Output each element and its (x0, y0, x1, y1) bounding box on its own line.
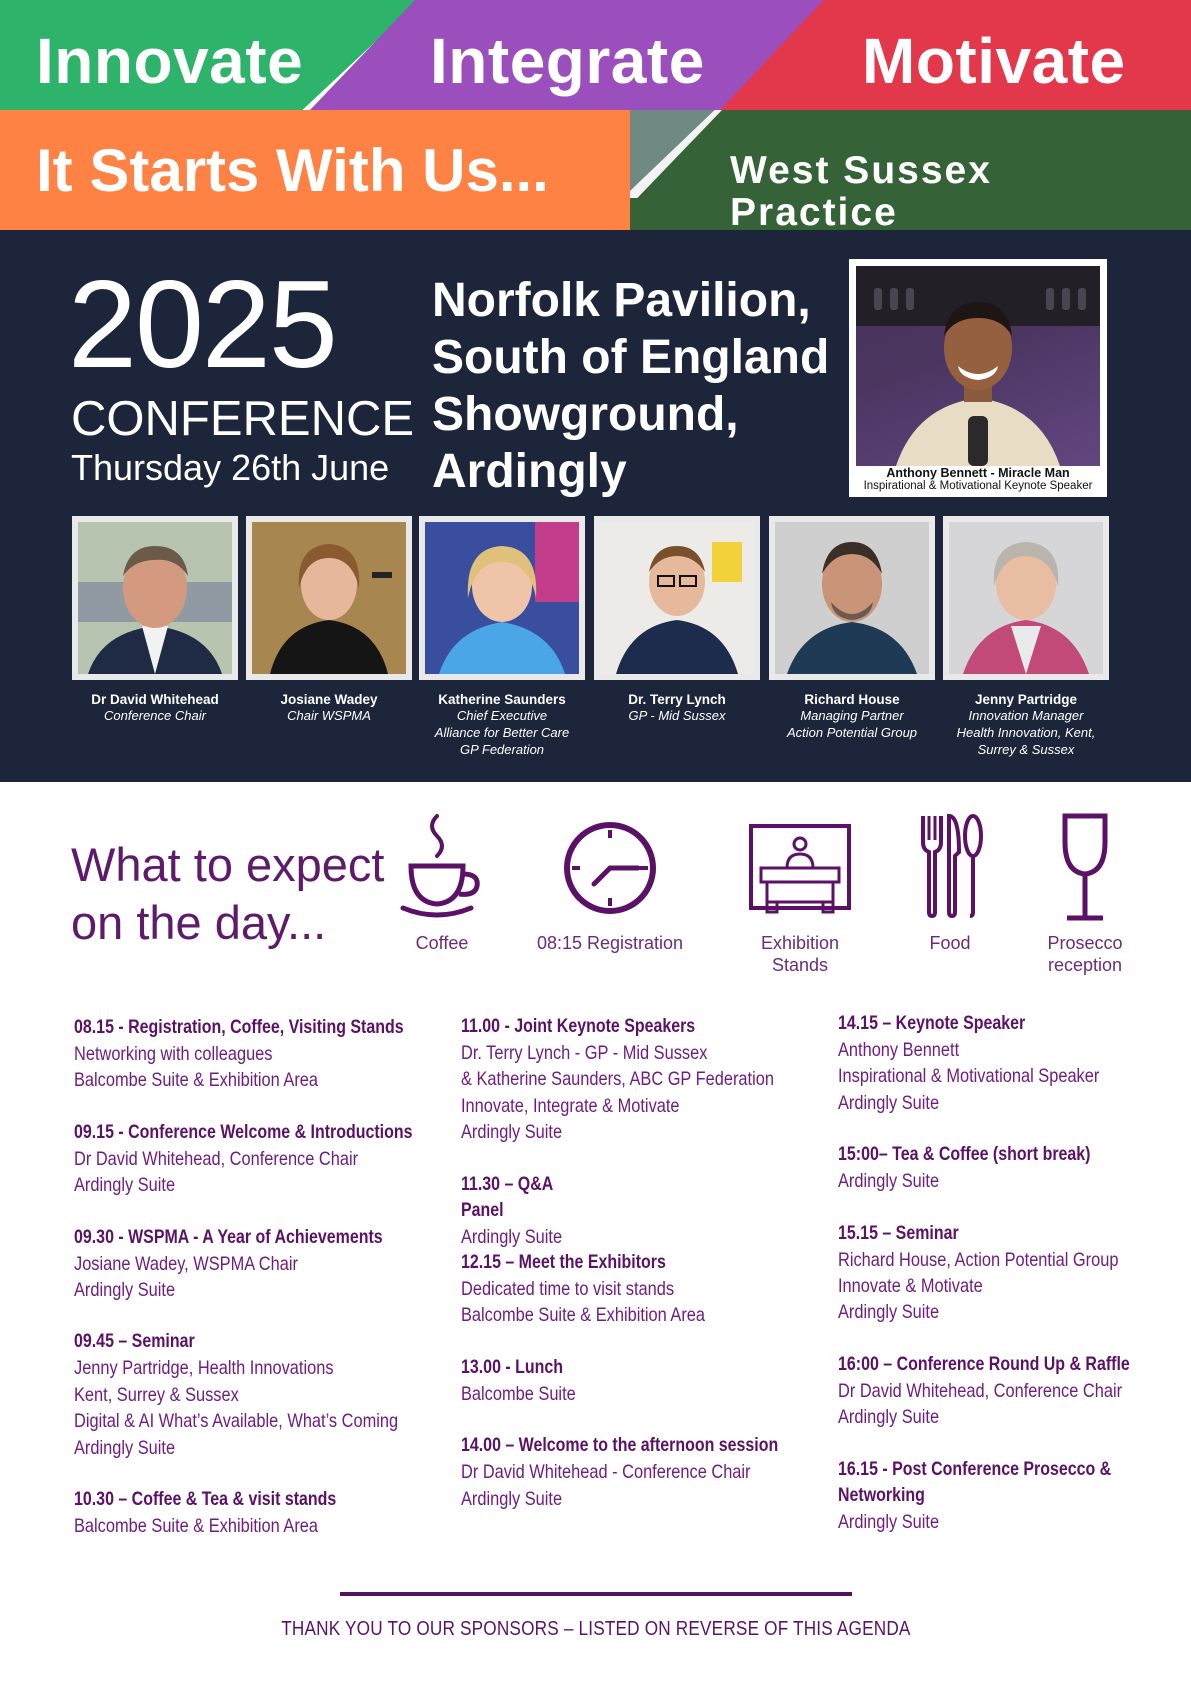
expect-heading (71, 836, 411, 952)
agenda-item-detail: Dr David Whitehead, Conference Chair (838, 1379, 1123, 1402)
agenda-item-title: 15.15 – Seminar (838, 1222, 959, 1244)
agenda-item-title: 16.15 - Post Conference Prosecco & (838, 1458, 1112, 1480)
amenity-label: Prosecco (1047, 933, 1123, 953)
speaker-role: GP - Mid Sussex (628, 708, 726, 723)
amenity-food (905, 812, 995, 954)
agenda-item (74, 1487, 435, 1539)
agenda-item (74, 1015, 435, 1094)
speaker-photo (775, 522, 929, 674)
agenda-item-title: 09.45 – Seminar (74, 1331, 195, 1353)
speaker-photo (252, 522, 406, 674)
agenda-item-location: Balcombe Suite & Exhibition Area (74, 1515, 319, 1538)
agenda-item-location: Balcombe Suite & Exhibition Area (74, 1069, 319, 1092)
keynote-speaker-photo (856, 266, 1100, 466)
speaker-role-line3: GP Federation (459, 742, 545, 757)
keynote-speaker-role: Inspirational & Motivational Keynote Speaker (863, 480, 1093, 492)
agenda-item-title: 14.15 – Keynote Speaker (838, 1013, 1026, 1034)
agenda-item-detail: Dr. Terry Lynch - GP - Mid Sussex (461, 1042, 708, 1064)
keynote-speaker-card (849, 259, 1107, 497)
speaker-role: Managing Partner (800, 708, 904, 723)
speaker-role: Chair WSPMA (287, 708, 371, 723)
agenda-item-title: 13.00 - Lunch (461, 1356, 563, 1378)
conference-date: Thursday 26th June (71, 447, 390, 488)
cutlery-icon (915, 812, 985, 924)
practice-name: West Sussex Practice (730, 149, 992, 230)
agenda-item-title: 16:00 – Conference Round Up & Raffle (838, 1353, 1130, 1375)
agenda-item (74, 1329, 435, 1461)
agenda-item-location: Ardingly Suite (838, 1406, 940, 1429)
amenity-prosecco (1030, 812, 1140, 976)
speaker-card-richard-house (769, 516, 935, 741)
agenda-item-title-line2: Panel (461, 1199, 504, 1221)
agenda-item-detail: Richard House, Action Potential Group (838, 1248, 1119, 1271)
agenda-item-title: 08.15 - Registration, Coffee, Visiting Stands (74, 1017, 404, 1038)
amenity-label: Exhibition (760, 933, 840, 953)
speaker-role: Conference Chair (104, 708, 206, 723)
speaker-photo (78, 522, 232, 674)
sponsors-note (0, 1618, 1191, 1641)
agenda-item (74, 1120, 435, 1199)
agenda-item-location: Ardingly Suite (838, 1091, 940, 1114)
amenity-label-line2: Stands (771, 955, 829, 975)
amenity-coffee (392, 812, 492, 954)
agenda-item-location: Ardingly Suite (74, 1436, 176, 1459)
agenda-item-title: 12.15 – Meet the Exhibitors (461, 1252, 666, 1274)
speaker-role-line2: Action Potential Group (786, 725, 918, 740)
agenda-item-detail: Dedicated time to visit stands (461, 1278, 675, 1301)
amenity-registration (530, 812, 690, 954)
agenda-item-location: Ardingly Suite (461, 1225, 563, 1248)
agenda-item (461, 1433, 822, 1512)
speaker-name: Josiane Wadey (280, 692, 378, 707)
agenda-item (461, 1014, 822, 1146)
agenda-item-location: Balcombe Suite & Exhibition Area (461, 1304, 706, 1327)
conference-label: CONFERENCE (71, 392, 415, 446)
expect-heading-line2: on the day... (71, 896, 327, 949)
speaker-photo (600, 522, 754, 674)
agenda-item-location: Ardingly Suite (461, 1121, 563, 1144)
agenda-item-detail: Networking with colleagues (74, 1043, 273, 1065)
agenda-item-detail: Josiane Wadey, WSPMA Chair (74, 1252, 298, 1275)
speaker-card-josiane-wadey (246, 516, 412, 724)
speaker-role: Innovation Manager (968, 708, 1084, 723)
agenda-item-location: Balcombe Suite (461, 1382, 576, 1405)
agenda-item-detail: Dr David Whitehead - Conference Chair (461, 1461, 751, 1484)
agenda-item-location: Ardingly Suite (74, 1174, 176, 1197)
agenda-item-detail: Inspirational & Motivational Speaker (838, 1065, 1100, 1088)
agenda-column-midday (461, 1014, 811, 1538)
conference-year: 2025 (68, 256, 336, 394)
coffee-cup-icon (397, 812, 487, 924)
agenda-item-title-line2: Networking (838, 1484, 925, 1506)
speaker-name: Richard House (804, 692, 900, 707)
banner-word-integrate: Integrate (430, 25, 705, 97)
agenda-item-detail: Kent, Surrey & Sussex (74, 1383, 239, 1406)
banner-word-motivate: Motivate (862, 25, 1126, 97)
agenda-item-location: Ardingly Suite (74, 1279, 176, 1302)
agenda-item-title: 14.00 – Welcome to the afternoon session (461, 1435, 779, 1457)
amenity-label: Food (929, 933, 971, 953)
agenda-item (461, 1172, 822, 1250)
agenda-column-afternoon (838, 1011, 1168, 1561)
speaker-card-david-whitehead (72, 516, 238, 724)
speaker-photo (949, 522, 1103, 674)
agenda-item-title: 09.15 - Conference Welcome & Introductions (74, 1121, 413, 1143)
agenda-item (838, 1457, 1191, 1535)
agenda-item (461, 1250, 822, 1329)
agenda-item-location: Ardingly Suite (838, 1301, 940, 1324)
banner-word-innovate: Innovate (36, 25, 304, 97)
agenda-item-location: Ardingly Suite (461, 1487, 563, 1510)
agenda-item-title: 09.30 - WSPMA - A Year of Achievements (74, 1226, 383, 1248)
agenda-item-title: 15:00– Tea & Coffee (short break) (838, 1144, 1091, 1166)
amenity-label-line2: reception (1047, 955, 1123, 975)
wine-glass-icon (1055, 812, 1115, 924)
amenity-label: 08:15 Registration (536, 933, 684, 953)
agenda-column-morning (74, 1015, 424, 1565)
sponsors-text: THANK YOU TO OUR SPONSORS – LISTED ON REVERSE OF THIS AGENDA (280, 1618, 911, 1640)
keynote-speaker-name: Anthony Bennett - Miracle Man (886, 466, 1070, 480)
agenda-item (838, 1352, 1191, 1431)
agenda-item (838, 1142, 1191, 1194)
speaker-name: Jenny Partridge (974, 692, 1078, 707)
agenda-item-title: 11.30 – Q&A (461, 1173, 554, 1195)
agenda-item (74, 1225, 435, 1304)
amenity-label: Coffee (415, 933, 469, 953)
agenda-item-location: Ardingly Suite (838, 1170, 940, 1193)
speaker-role-line2: Alliance for Better Care (434, 725, 570, 740)
agenda-item-location: Ardingly Suite (838, 1510, 940, 1533)
banner-tagline: It Starts With Us... (36, 137, 549, 204)
agenda-item-detail: Anthony Bennett (838, 1039, 960, 1061)
speaker-card-katherine-saunders (419, 516, 585, 758)
expect-heading-line1: What to expect (71, 838, 385, 891)
speaker-role: Chief Executive (456, 708, 548, 723)
agenda-item-detail: Dr David Whitehead, Conference Chair (74, 1147, 359, 1170)
agenda-item-detail: Digital & AI What’s Available, What’s Coming (74, 1410, 399, 1433)
speaker-role-line3: Surrey & Sussex (977, 742, 1075, 757)
footer-divider (340, 1592, 852, 1596)
agenda-item-detail: & Katherine Saunders, ABC GP Federation (461, 1068, 774, 1091)
agenda-item-detail: Innovate & Motivate (838, 1275, 983, 1298)
speaker-role-line2: Health Innovation, Kent, (956, 725, 1096, 740)
amenity-exhibition (735, 812, 865, 976)
speaker-photo (425, 522, 579, 674)
clock-icon (560, 812, 660, 924)
agenda-item-detail: Jenny Partridge, Health Innovations (74, 1357, 334, 1380)
conference-venue: Norfolk Pavilion, South of England Showground, Ardingly (432, 274, 830, 498)
agenda-item-title: 11.00 - Joint Keynote Speakers (461, 1016, 696, 1037)
header-banner (0, 0, 1191, 230)
agenda-item-detail: Innovate, Integrate & Motivate (461, 1094, 680, 1117)
exhibition-stand-icon (747, 812, 853, 924)
agenda-item (461, 1355, 822, 1407)
agenda-item-title: 10.30 – Coffee & Tea & visit stands (74, 1489, 337, 1511)
speaker-name: Dr David Whitehead (91, 692, 219, 707)
agenda-item (838, 1011, 1191, 1116)
speaker-name: Katherine Saunders (438, 692, 566, 707)
speaker-card-jenny-partridge (943, 516, 1109, 758)
speaker-card-terry-lynch (594, 516, 760, 724)
speaker-name: Dr. Terry Lynch (628, 692, 726, 707)
agenda-item (838, 1221, 1191, 1326)
